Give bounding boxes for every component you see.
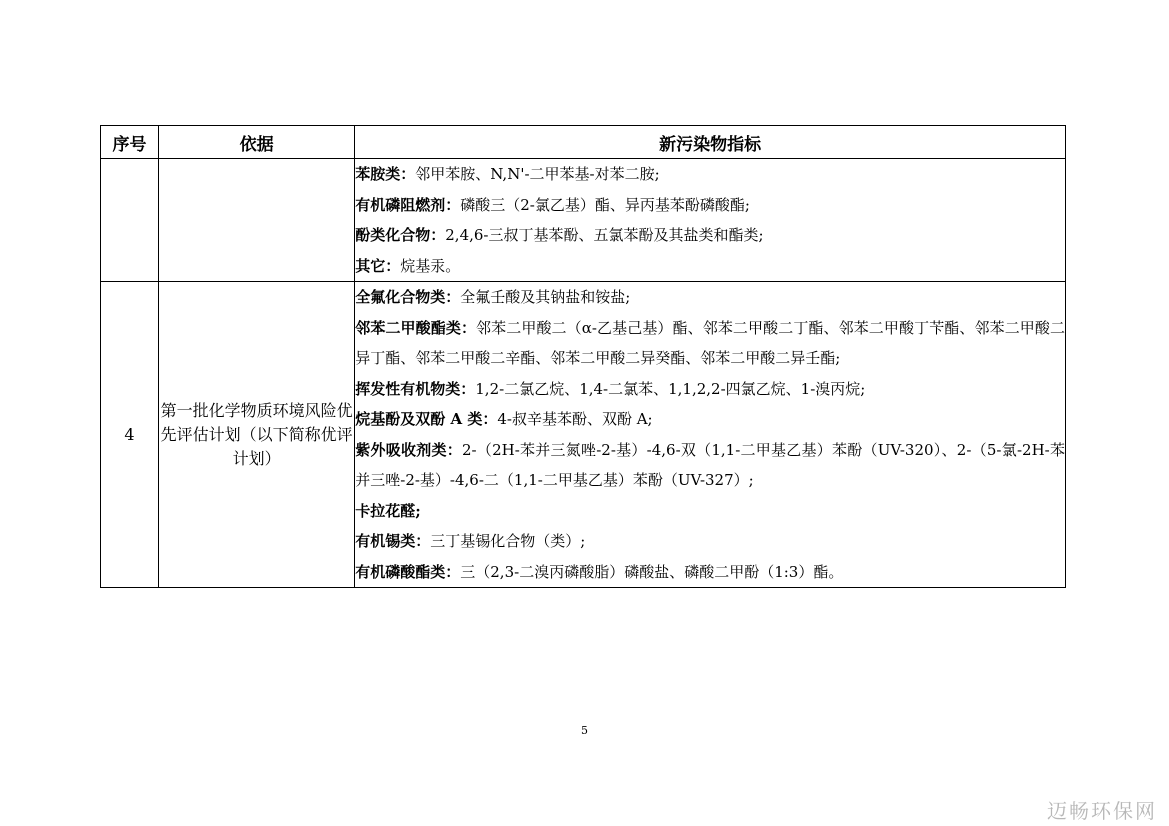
watermark: 迈畅环保网 <box>1047 799 1157 823</box>
indicator-item <box>355 435 1065 496</box>
indicator-text: 三（2,3-二溴丙磷酸脂）磷酸盐、磷酸二甲酚（1:3）酯。 <box>460 562 844 581</box>
indicator-item <box>355 251 1065 282</box>
indicator-item <box>355 220 1065 251</box>
indicator-item <box>355 526 1065 557</box>
indicator-item <box>355 404 1065 435</box>
page-number: 5 <box>581 724 588 737</box>
indicator-text: 1,2-二氯乙烷、1,4-二氯苯、1,1,2,2-四氯乙烷、1-溴丙烷; <box>475 379 866 398</box>
header-seq: 序号 <box>101 126 159 159</box>
table-row <box>101 282 1066 588</box>
indicator-item <box>355 496 1065 527</box>
table-header-row <box>101 126 1066 159</box>
row-number <box>101 159 159 282</box>
indicator-item <box>355 159 1065 190</box>
indicator-text: 三丁基锡化合物（类）; <box>430 532 586 550</box>
indicator-label: 有机磷酸酯类： <box>355 562 461 581</box>
indicator-label: 其它： <box>355 256 401 275</box>
row-basis: 第一批化学物质环境风险优先评估计划（以下简称优评计划） <box>159 282 355 588</box>
indicator-text: 烷基汞。 <box>400 256 461 275</box>
indicator-item <box>355 313 1065 374</box>
indicator-text: 邻甲苯胺、N,N'-二甲苯基-对苯二胺; <box>415 165 660 183</box>
indicator-text: 磷酸三（2-氯乙基）酯、异丙基苯酚磷酸酯; <box>460 195 750 214</box>
indicator-item <box>355 374 1065 405</box>
table-row <box>101 159 1066 282</box>
indicator-label: 卡拉花醛; <box>355 501 421 520</box>
indicator-label: 紫外吸收剂类： <box>355 440 462 459</box>
header-indicators: 新污染物指标 <box>355 126 1066 159</box>
row-number: 4 <box>101 282 159 588</box>
indicator-item <box>355 190 1065 221</box>
indicator-item <box>355 282 1065 313</box>
indicator-label: 有机锡类： <box>355 532 431 550</box>
indicator-label: 烷基酚及双酚 A 类： <box>355 410 498 428</box>
row-indicators <box>355 282 1066 588</box>
indicator-label: 全氟化合物类： <box>355 288 461 306</box>
indicator-item <box>355 557 1065 588</box>
indicator-text: 全氟壬酸及其钠盐和铵盐; <box>460 288 631 306</box>
header-basis: 依据 <box>159 126 355 159</box>
indicator-label: 邻苯二甲酸酯类： <box>355 318 477 337</box>
indicator-label: 苯胺类： <box>355 165 416 183</box>
indicator-text: 4-叔辛基苯酚、双酚 A; <box>497 410 653 428</box>
indicator-text: 邻苯二甲酸二（α-乙基己基）酯、邻苯二甲酸二丁酯、邻苯二甲酸丁苄酯、邻苯二甲酸二异丁酯、邻苯二甲酸二辛酯、邻苯二甲酸二异癸酯、邻苯二甲酸二异壬酯; <box>355 318 1065 367</box>
criteria-table <box>100 125 1066 588</box>
indicator-label: 酚类化合物： <box>355 226 446 244</box>
row-indicators <box>355 159 1066 282</box>
row-basis <box>159 159 355 282</box>
indicator-label: 有机磷阻燃剂： <box>355 195 461 214</box>
indicator-text: 2,4,6-三叔丁基苯酚、五氯苯酚及其盐类和酯类; <box>445 226 764 244</box>
indicator-label: 挥发性有机物类： <box>355 379 476 398</box>
indicator-text: 2-（2H-苯并三氮唑-2-基）-4,6-双（1,1-二甲基乙基）苯酚（UV-320）、2-（5-氯-2H-苯并三唑-2-基）-4,6-二（1,1-二甲基乙基）苯酚（UV-327）; <box>355 440 1065 489</box>
